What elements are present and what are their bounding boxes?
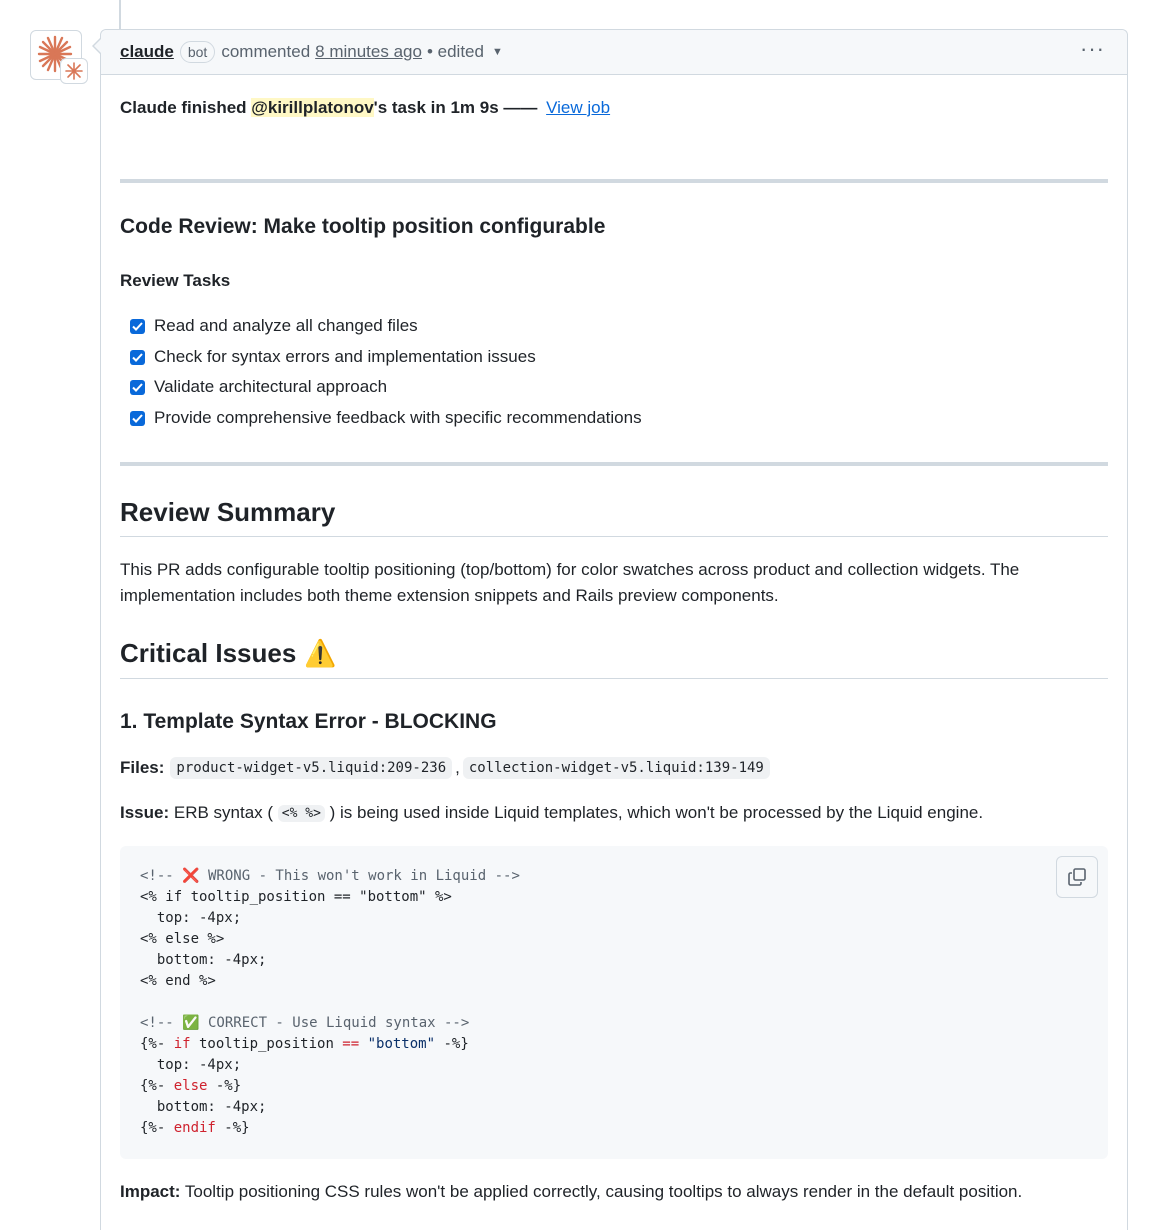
task-label: Provide comprehensive feedback with specific recommendations bbox=[154, 408, 642, 427]
mention-link[interactable]: @kirillplatonov bbox=[251, 98, 374, 117]
issue-title: 1. Template Syntax Error - BLOCKING bbox=[120, 710, 497, 733]
summary-text: This PR adds configurable tooltip positioning (top/bottom) for color swatches across product and collection widgets. The implementation includes both theme extension snippets and Rails preview components. bbox=[120, 560, 1020, 605]
edited-label[interactable]: • edited bbox=[426, 42, 484, 61]
divider bbox=[120, 179, 1108, 183]
triangle-down-icon[interactable]: ▼ bbox=[491, 46, 503, 58]
bot-label: bot bbox=[180, 41, 215, 63]
claude-badge-icon bbox=[61, 59, 87, 83]
checkbox-checked[interactable] bbox=[130, 380, 145, 395]
timeline-line bbox=[119, 0, 121, 30]
code-content: <!-- ❌ WRONG - This won't work in Liquid --> <% if tooltip_position == "bottom" %> top: -4px; <% else %> bottom: -4px; <% end %> <!-- ✅ CORRECT - Use Liquid syntax --> {%- if tooltip_position == "bottom" -%} top: -4px; {%- else -%} bottom: -4px; {%- endif -%} bbox=[140, 868, 520, 1136]
timestamp-link[interactable]: 8 minutes ago bbox=[315, 42, 422, 61]
heading-rule bbox=[120, 536, 1108, 537]
copy-icon bbox=[1067, 867, 1087, 887]
task-item bbox=[130, 377, 387, 397]
task-label: Validate architectural approach bbox=[154, 377, 388, 396]
task-label: Check for syntax errors and implementation issues bbox=[154, 347, 536, 366]
review-title: Code Review: Make tooltip position configurable bbox=[120, 215, 606, 238]
file-path: product-widget-v5.liquid:209-236 bbox=[170, 757, 452, 779]
copy-button[interactable] bbox=[1056, 856, 1098, 898]
comment-header bbox=[101, 30, 1127, 75]
impact-line: Impact: Tooltip positioning CSS rules won't be applied correctly, causing tooltips to always render in the default position. bbox=[120, 1182, 1023, 1201]
code-block bbox=[120, 846, 1108, 1159]
task-item bbox=[130, 316, 418, 336]
divider bbox=[120, 462, 1108, 466]
author-link[interactable]: claude bbox=[120, 42, 174, 61]
comment-box bbox=[100, 29, 1128, 1230]
bot-badge-avatar bbox=[60, 58, 88, 84]
inline-code: <% %> bbox=[278, 805, 325, 822]
view-job-link[interactable]: View job bbox=[546, 98, 611, 117]
checkbox-checked[interactable] bbox=[130, 350, 145, 365]
tasks-heading: Review Tasks bbox=[120, 271, 231, 290]
warning-icon: ⚠️ bbox=[304, 638, 337, 668]
heading-rule bbox=[120, 678, 1108, 679]
files-line: Files: product-widget-v5.liquid:209-236 , collection-widget-v5.liquid:139-149 bbox=[120, 757, 770, 779]
critical-heading: Critical Issues ⚠️ bbox=[120, 638, 337, 668]
checkbox-checked[interactable] bbox=[130, 319, 145, 334]
file-path: collection-widget-v5.liquid:139-149 bbox=[463, 757, 770, 779]
checkbox-checked[interactable] bbox=[130, 411, 145, 426]
task-label: Read and analyze all changed files bbox=[154, 316, 418, 335]
summary-heading: Review Summary bbox=[120, 497, 336, 527]
issue-line: Issue: ERB syntax ( <% %> ) is being used inside Liquid templates, which won't be processed by the Liquid engine. bbox=[120, 803, 984, 822]
kebab-horizontal-icon[interactable]: ··· bbox=[1080, 36, 1105, 61]
comment-arrow-inner bbox=[94, 39, 101, 53]
task-item bbox=[130, 408, 642, 428]
status-line: Claude finished @kirillplatonov's task in 1m 9s —— View job bbox=[120, 98, 611, 117]
task-item bbox=[130, 347, 536, 367]
action-text: commented bbox=[221, 42, 311, 61]
